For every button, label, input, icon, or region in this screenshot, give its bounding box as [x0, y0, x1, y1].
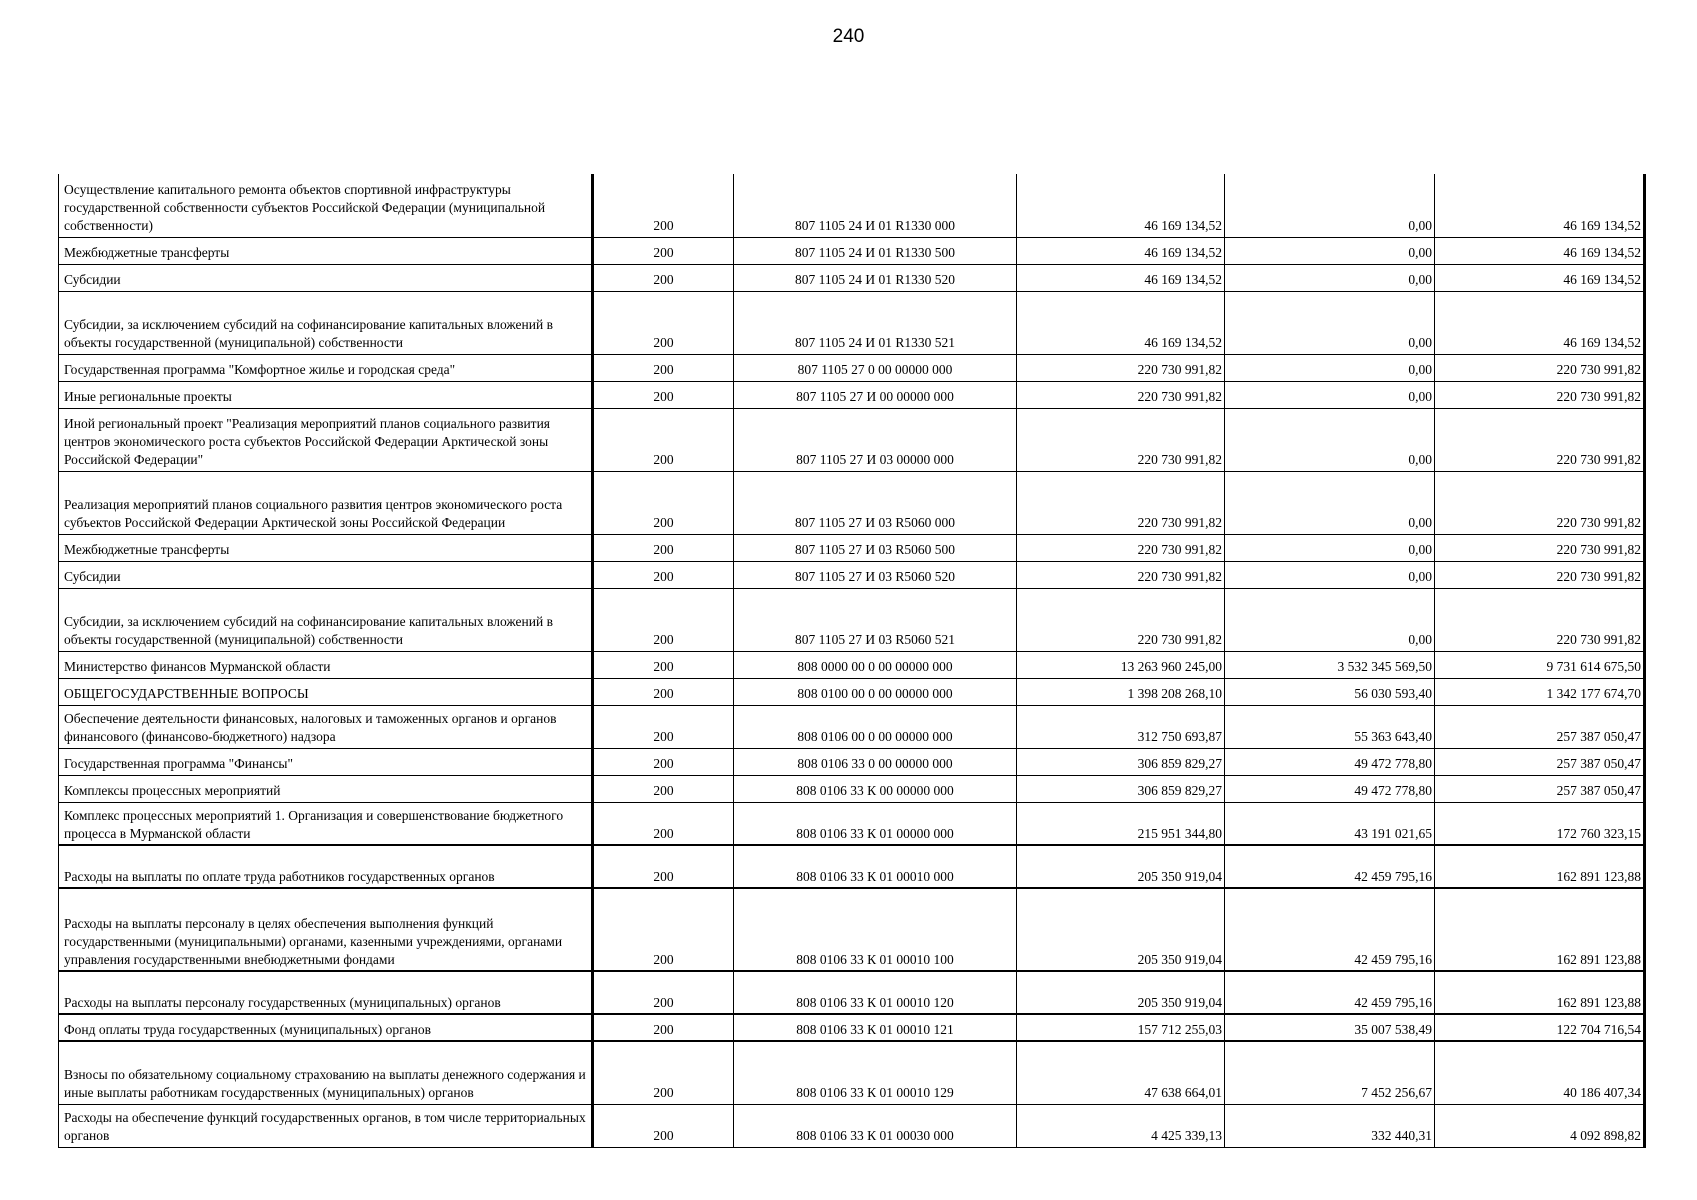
- row-name-cell: Комплексы процессных мероприятий: [59, 775, 593, 802]
- row-amount-2-cell: 0,00: [1225, 408, 1435, 471]
- row-budget-code-cell: 808 0106 33 К 01 00010 121: [734, 1014, 1017, 1041]
- row-admin-code-cell: 200: [593, 471, 734, 534]
- row-amount-2-cell: 0,00: [1225, 561, 1435, 588]
- row-budget-code-cell: 807 1105 27 И 03 R5060 520: [734, 561, 1017, 588]
- row-admin-code-cell: 200: [593, 651, 734, 678]
- row-name-cell: Фонд оплаты труда государственных (муниципальных) органов: [59, 1014, 593, 1041]
- row-budget-code-cell: 807 1105 24 И 01 R1330 520: [734, 264, 1017, 291]
- table-row: [59, 971, 1645, 1014]
- row-name-cell: Взносы по обязательному социальному страхованию на выплаты денежного содержания и иные выплаты работникам государственных (муниципальных) органов: [59, 1041, 593, 1104]
- row-amount-1-cell: 157 712 255,03: [1017, 1014, 1225, 1041]
- row-admin-code-cell: 200: [593, 1041, 734, 1104]
- row-amount-1-cell: 205 350 919,04: [1017, 888, 1225, 971]
- table-row: [59, 748, 1645, 775]
- row-name-cell: Расходы на выплаты персоналу государственных (муниципальных) органов: [59, 971, 593, 1014]
- table-row: [59, 678, 1645, 705]
- row-amount-3-cell: 172 760 323,15: [1435, 802, 1645, 845]
- row-amount-2-cell: 43 191 021,65: [1225, 802, 1435, 845]
- table-row: [59, 1014, 1645, 1041]
- row-name-cell: Субсидии: [59, 264, 593, 291]
- table-row: [59, 561, 1645, 588]
- row-amount-2-cell: 49 472 778,80: [1225, 775, 1435, 802]
- row-amount-1-cell: 46 169 134,52: [1017, 237, 1225, 264]
- row-budget-code-cell: 808 0106 33 К 01 00010 000: [734, 845, 1017, 888]
- row-name-cell: Комплекс процессных мероприятий 1. Организация и совершенствование бюджетного процесса в Мурманской области: [59, 802, 593, 845]
- row-amount-2-cell: 0,00: [1225, 534, 1435, 561]
- row-amount-1-cell: 47 638 664,01: [1017, 1041, 1225, 1104]
- row-amount-3-cell: 220 730 991,82: [1435, 588, 1645, 651]
- budget-table-body: [59, 174, 1645, 1147]
- row-budget-code-cell: 807 1105 24 И 01 R1330 500: [734, 237, 1017, 264]
- row-amount-1-cell: 46 169 134,52: [1017, 174, 1225, 237]
- row-amount-3-cell: 220 730 991,82: [1435, 561, 1645, 588]
- row-name-cell: Осуществление капитального ремонта объектов спортивной инфраструктуры государственной собственности субъектов Российской Федерации (муниципальной собственности): [59, 174, 593, 237]
- row-name-cell: Расходы на выплаты по оплате труда работников государственных органов: [59, 845, 593, 888]
- row-amount-2-cell: 55 363 643,40: [1225, 705, 1435, 748]
- row-amount-2-cell: 35 007 538,49: [1225, 1014, 1435, 1041]
- row-admin-code-cell: 200: [593, 748, 734, 775]
- row-budget-code-cell: 807 1105 27 И 03 R5060 521: [734, 588, 1017, 651]
- row-name-cell: Реализация мероприятий планов социального развития центров экономического роста субъектов Российской Федерации Арктической зоны Российской Федерации: [59, 471, 593, 534]
- table-row: [59, 845, 1645, 888]
- row-amount-3-cell: 220 730 991,82: [1435, 471, 1645, 534]
- row-admin-code-cell: 200: [593, 174, 734, 237]
- row-amount-1-cell: 220 730 991,82: [1017, 588, 1225, 651]
- row-name-cell: Иной региональный проект "Реализация мероприятий планов социального развития центров экономического роста субъектов Российской Федерации Арктической зоны Российской Федерации": [59, 408, 593, 471]
- row-budget-code-cell: 808 0106 33 К 01 00030 000: [734, 1104, 1017, 1147]
- table-row: [59, 588, 1645, 651]
- row-amount-3-cell: 257 387 050,47: [1435, 775, 1645, 802]
- row-budget-code-cell: 808 0106 33 К 00 00000 000: [734, 775, 1017, 802]
- table-row: [59, 471, 1645, 534]
- table-row: [59, 802, 1645, 845]
- row-budget-code-cell: 808 0106 33 0 00 00000 000: [734, 748, 1017, 775]
- row-amount-1-cell: 205 350 919,04: [1017, 845, 1225, 888]
- row-amount-1-cell: 4 425 339,13: [1017, 1104, 1225, 1147]
- row-amount-3-cell: 122 704 716,54: [1435, 1014, 1645, 1041]
- row-name-cell: Расходы на обеспечение функций государственных органов, в том числе территориальных органов: [59, 1104, 593, 1147]
- row-amount-1-cell: 13 263 960 245,00: [1017, 651, 1225, 678]
- row-amount-2-cell: 0,00: [1225, 381, 1435, 408]
- row-amount-2-cell: 0,00: [1225, 471, 1435, 534]
- table-row: [59, 354, 1645, 381]
- row-name-cell: Субсидии, за исключением субсидий на софинансирование капитальных вложений в объекты государственной (муниципальной) собственности: [59, 588, 593, 651]
- row-admin-code-cell: 200: [593, 408, 734, 471]
- row-budget-code-cell: 807 1105 24 И 01 R1330 521: [734, 291, 1017, 354]
- row-admin-code-cell: 200: [593, 354, 734, 381]
- row-amount-3-cell: 220 730 991,82: [1435, 408, 1645, 471]
- row-amount-2-cell: 7 452 256,67: [1225, 1041, 1435, 1104]
- page-number: 240: [832, 26, 865, 47]
- row-amount-2-cell: 0,00: [1225, 354, 1435, 381]
- row-amount-1-cell: 312 750 693,87: [1017, 705, 1225, 748]
- table-row: [59, 888, 1645, 971]
- row-admin-code-cell: 200: [593, 775, 734, 802]
- table-row: [59, 775, 1645, 802]
- row-name-cell: ОБЩЕГОСУДАРСТВЕННЫЕ ВОПРОСЫ: [59, 678, 593, 705]
- row-budget-code-cell: 807 1105 27 И 03 R5060 000: [734, 471, 1017, 534]
- row-name-cell: Расходы на выплаты персоналу в целях обеспечения выполнения функций государственными (муниципальными) органами, казенными учреждениями, органами управления государственными внебюджетными фондами: [59, 888, 593, 971]
- row-amount-1-cell: 46 169 134,52: [1017, 264, 1225, 291]
- row-amount-3-cell: 220 730 991,82: [1435, 381, 1645, 408]
- table-row: [59, 1041, 1645, 1104]
- table-row: [59, 705, 1645, 748]
- row-amount-1-cell: 220 730 991,82: [1017, 534, 1225, 561]
- row-budget-code-cell: 808 0106 33 К 01 00010 129: [734, 1041, 1017, 1104]
- row-budget-code-cell: 808 0000 00 0 00 00000 000: [734, 651, 1017, 678]
- row-amount-3-cell: 162 891 123,88: [1435, 845, 1645, 888]
- row-amount-1-cell: 1 398 208 268,10: [1017, 678, 1225, 705]
- row-amount-2-cell: 0,00: [1225, 174, 1435, 237]
- row-admin-code-cell: 200: [593, 1014, 734, 1041]
- table-row: [59, 381, 1645, 408]
- row-name-cell: Иные региональные проекты: [59, 381, 593, 408]
- row-admin-code-cell: 200: [593, 888, 734, 971]
- row-amount-3-cell: 46 169 134,52: [1435, 291, 1645, 354]
- row-amount-1-cell: 205 350 919,04: [1017, 971, 1225, 1014]
- row-name-cell: Субсидии: [59, 561, 593, 588]
- row-budget-code-cell: 807 1105 24 И 01 R1330 000: [734, 174, 1017, 237]
- row-budget-code-cell: 808 0106 33 К 01 00010 100: [734, 888, 1017, 971]
- row-admin-code-cell: 200: [593, 705, 734, 748]
- row-amount-3-cell: 46 169 134,52: [1435, 264, 1645, 291]
- table-row: [59, 651, 1645, 678]
- row-amount-3-cell: 220 730 991,82: [1435, 354, 1645, 381]
- row-amount-2-cell: 49 472 778,80: [1225, 748, 1435, 775]
- table-row: [59, 1104, 1645, 1147]
- row-admin-code-cell: 200: [593, 971, 734, 1014]
- row-amount-3-cell: 220 730 991,82: [1435, 534, 1645, 561]
- row-amount-1-cell: 46 169 134,52: [1017, 291, 1225, 354]
- row-amount-2-cell: 0,00: [1225, 588, 1435, 651]
- row-budget-code-cell: 807 1105 27 И 03 00000 000: [734, 408, 1017, 471]
- row-admin-code-cell: 200: [593, 678, 734, 705]
- row-admin-code-cell: 200: [593, 802, 734, 845]
- row-amount-3-cell: 162 891 123,88: [1435, 888, 1645, 971]
- budget-table: [58, 174, 1646, 1148]
- row-amount-1-cell: 306 859 829,27: [1017, 775, 1225, 802]
- table-row: [59, 534, 1645, 561]
- row-name-cell: Субсидии, за исключением субсидий на софинансирование капитальных вложений в объекты государственной (муниципальной) собственности: [59, 291, 593, 354]
- row-amount-3-cell: 162 891 123,88: [1435, 971, 1645, 1014]
- row-budget-code-cell: 807 1105 27 И 03 R5060 500: [734, 534, 1017, 561]
- row-amount-3-cell: 257 387 050,47: [1435, 705, 1645, 748]
- row-amount-3-cell: 1 342 177 674,70: [1435, 678, 1645, 705]
- row-admin-code-cell: 200: [593, 561, 734, 588]
- row-admin-code-cell: 200: [593, 588, 734, 651]
- row-amount-1-cell: 220 730 991,82: [1017, 408, 1225, 471]
- row-amount-3-cell: 257 387 050,47: [1435, 748, 1645, 775]
- row-amount-1-cell: 220 730 991,82: [1017, 561, 1225, 588]
- row-name-cell: Межбюджетные трансферты: [59, 534, 593, 561]
- row-budget-code-cell: 808 0100 00 0 00 00000 000: [734, 678, 1017, 705]
- row-amount-2-cell: 0,00: [1225, 264, 1435, 291]
- row-name-cell: Государственная программа "Комфортное жилье и городская среда": [59, 354, 593, 381]
- row-admin-code-cell: 200: [593, 291, 734, 354]
- row-name-cell: Министерство финансов Мурманской области: [59, 651, 593, 678]
- table-row: [59, 174, 1645, 237]
- row-amount-1-cell: 220 730 991,82: [1017, 471, 1225, 534]
- row-admin-code-cell: 200: [593, 381, 734, 408]
- row-name-cell: Обеспечение деятельности финансовых, налоговых и таможенных органов и органов финансового (финансово-бюджетного) надзора: [59, 705, 593, 748]
- row-admin-code-cell: 200: [593, 845, 734, 888]
- row-amount-2-cell: 3 532 345 569,50: [1225, 651, 1435, 678]
- row-amount-3-cell: 40 186 407,34: [1435, 1041, 1645, 1104]
- table-row: [59, 408, 1645, 471]
- table-row: [59, 291, 1645, 354]
- row-amount-3-cell: 46 169 134,52: [1435, 237, 1645, 264]
- row-amount-1-cell: 220 730 991,82: [1017, 381, 1225, 408]
- row-amount-2-cell: 42 459 795,16: [1225, 845, 1435, 888]
- row-name-cell: Государственная программа "Финансы": [59, 748, 593, 775]
- row-amount-1-cell: 306 859 829,27: [1017, 748, 1225, 775]
- row-budget-code-cell: 808 0106 00 0 00 00000 000: [734, 705, 1017, 748]
- row-admin-code-cell: 200: [593, 237, 734, 264]
- row-budget-code-cell: 807 1105 27 И 00 00000 000: [734, 381, 1017, 408]
- table-row: [59, 237, 1645, 264]
- row-amount-1-cell: 215 951 344,80: [1017, 802, 1225, 845]
- row-amount-3-cell: 46 169 134,52: [1435, 174, 1645, 237]
- row-amount-2-cell: 332 440,31: [1225, 1104, 1435, 1147]
- row-amount-2-cell: 42 459 795,16: [1225, 888, 1435, 971]
- row-budget-code-cell: 807 1105 27 0 00 00000 000: [734, 354, 1017, 381]
- row-admin-code-cell: 200: [593, 264, 734, 291]
- row-amount-1-cell: 220 730 991,82: [1017, 354, 1225, 381]
- row-amount-2-cell: 42 459 795,16: [1225, 971, 1435, 1014]
- row-budget-code-cell: 808 0106 33 К 01 00000 000: [734, 802, 1017, 845]
- row-amount-3-cell: 9 731 614 675,50: [1435, 651, 1645, 678]
- row-admin-code-cell: 200: [593, 1104, 734, 1147]
- row-amount-2-cell: 56 030 593,40: [1225, 678, 1435, 705]
- row-admin-code-cell: 200: [593, 534, 734, 561]
- row-amount-3-cell: 4 092 898,82: [1435, 1104, 1645, 1147]
- row-budget-code-cell: 808 0106 33 К 01 00010 120: [734, 971, 1017, 1014]
- row-amount-2-cell: 0,00: [1225, 291, 1435, 354]
- row-amount-2-cell: 0,00: [1225, 237, 1435, 264]
- row-name-cell: Межбюджетные трансферты: [59, 237, 593, 264]
- table-row: [59, 264, 1645, 291]
